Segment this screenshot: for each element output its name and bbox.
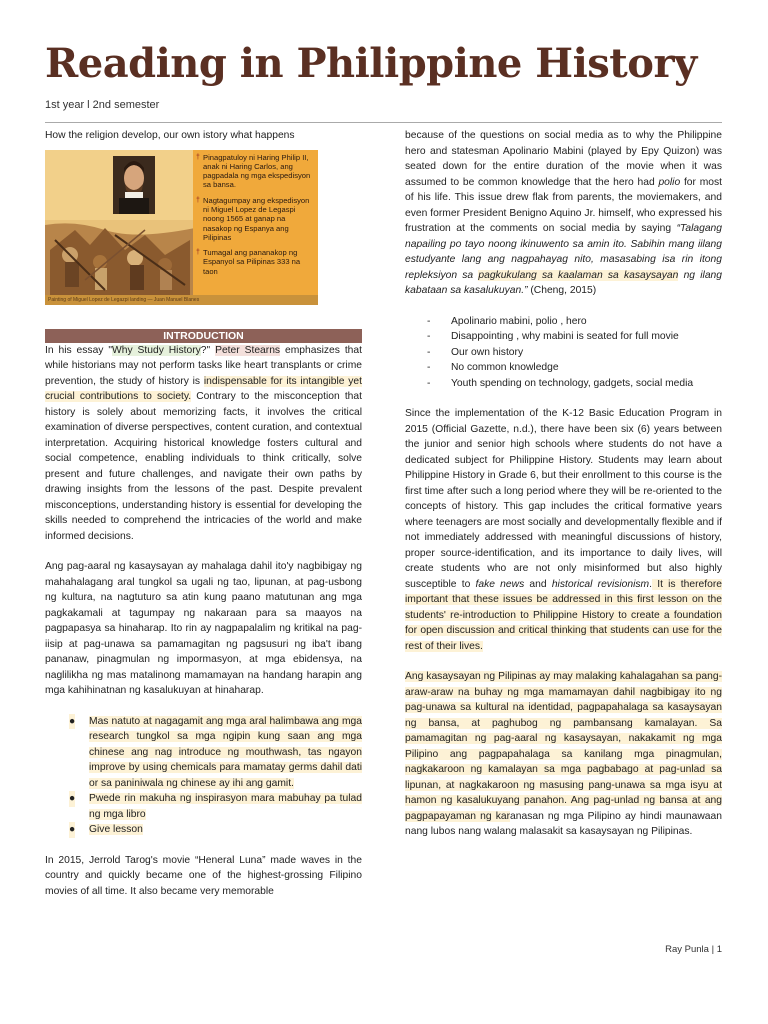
list-item: ● Pwede rin makuha ng inspirasyon mara mabuhay pa tulad ng mga libro	[69, 793, 362, 820]
dash-icon: -	[427, 346, 431, 358]
k12-paragraph: Since the implementation of the K-12 Basic Education Program in 2015 (Official Gazette, n.d.), there have been six (6) years between the junior and senior high schools where students do not have a dedicated subject for Philippine History. Students may learn about Philippine History in Grade 6, but their enrollment to this course is the first time after such a long period where they will be re-oriented to the concepts of history. This gap includes the critical formative years where teenagers are most socially and developmentally flexible and if not immediately addressed with meaningful discussions of history, proper source-identification, and its importance to daily lives, will create students who are not only misinformed but also highly susceptible to fake news and historical revisionism. It is therefore important that these issues be addressed in this first lesson on the students' re-introduction to Philippine History to create a foundation for open discussion and critical thinking that students can use for the rest of their lives.	[405, 408, 722, 652]
page-footer: Ray Punla | 1	[665, 944, 722, 955]
painting-illustration	[45, 150, 195, 305]
dagger-icon: †	[196, 153, 200, 161]
dash-icon: -	[427, 331, 431, 342]
mabini-paragraph: because of the questions on social media as to why the Philippine hero and statesman Apolinario Mabini (played by Epy Quizon) was seated down for the entire duration of the movie when it was assumed to be common knowledge that the hero had polio for most of his life. This issue drew flak from parents, the moviemakers, and even former President Benigno Aquino Jr. himself, who expressed his frustration at the comments on social media by saying “Talagang napailing po tayo noong ikinuwento sa amin ito. Sabihin mang iilang estudyante lang ang nagpahayag nito, masasabing isa rin itong repleksiyon sa pagkukulang sa kaalaman sa kasaysayan ng ilang kabataan sa kasalukuyan.” (Cheng, 2015)	[405, 130, 723, 296]
intro-paragraph: In his essay "Why Study History?" Peter Stearns emphasizes that while historians may not perform tasks like heart transplants or crime prevention, the study of history is indispensable for its intangible yet crucial contributions to society. Contrary to the misconception that history is solely about memorizing facts, it involves the critical examination of diverse perspectives, content curation, and contextual interpretation. Acquiring historical knowledge fosters cultural and social competence, enabling individuals to think critically, solve present and future challenges, and navigate their own paths by drawing insights from the lessons of the past. Despite prevalent misconceptions, understanding history is essential for developing the skills needed to comprehend the intricacies of the world and make informed decisions.	[45, 344, 363, 542]
section-heading-introduction: INTRODUCTION	[45, 329, 362, 343]
page-subtitle: 1st year l 2nd semester	[45, 99, 160, 111]
bullet-icon: ●	[69, 714, 75, 730]
figure-note: † Pinagpatuloy ni Haring Philip II, anak ni Haring Carlos, ang pagpadala ng mga ekspedisyon sa bansa.	[196, 152, 311, 190]
dagger-icon: †	[196, 249, 200, 257]
figure-note: † Nagtagumpay ang ekspedisyon ni Miguel Lopez de Legaspi noong 1565 at ganap na nasakop ng Espanya ang Pilipinas	[196, 195, 310, 242]
page-title: Reading in Philippine History	[45, 40, 697, 87]
tagalog-paragraph: Ang pag-aaral ng kasaysayan ay mahalaga dahil ito'y nagbibigay ng mahahalagang aral tungkol sa ugali ng tao, lipunan, at pag-usbong ng kultura, na nagtuturo sa atin kung paano matutunan ang mga pagkakamali at tagumpay ng nakaraan para sa maayos na pagpapasya sa hinaharap. Ito rin ay nagpapalalim ng kritikal na pag-iisip at pag-unawa sa pamamagitan ng pagsusuri ng iba't ibang pananaw, pinagmulan ng impormasyon, at mga ebidensya, na naglilikha ng mas matalinong mamamayan na handang harapin ang mga kahihinatnan ng kasalukuyan at hinaharap.	[45, 561, 362, 696]
list-item: - Disappointing , why mabini is seated for full movie	[405, 329, 722, 345]
right-column	[405, 128, 722, 855]
list-item: - Youth spending on technology, gadgets, social media	[405, 376, 722, 392]
bullet-icon: ●	[69, 791, 75, 807]
list-item: ● Give lesson	[69, 822, 362, 838]
dagger-icon: †	[196, 196, 200, 204]
lead-text: How the religion develop, our own istory what happens	[45, 130, 295, 141]
history-figure	[45, 150, 318, 305]
figure-caption: Painting of Miguel Lopez de Legazpi landing — Juan Manuel Blanes	[45, 295, 318, 305]
summary-list	[405, 314, 722, 392]
figure-notes	[193, 150, 318, 305]
dash-icon: -	[427, 315, 431, 327]
dash-icon: -	[427, 377, 431, 389]
list-item: - No common knowledge	[405, 360, 722, 376]
figure-note: † Tumagal ang pananakop ng Espanyol sa Pilipinas 333 na taon	[196, 248, 301, 276]
heneral-luna-paragraph: In 2015, Jerrold Tarog's movie “Heneral Luna” made waves in the country and quickly became one of the highest-grossing Filipino movies of all time. It also became very memorable	[45, 854, 362, 897]
dash-icon: -	[427, 362, 431, 373]
painting-image	[45, 150, 195, 305]
list-item: - Apolinario mabini, polio , hero	[405, 314, 722, 330]
bullet-icon: ●	[69, 822, 75, 838]
left-column	[45, 128, 362, 914]
list-item: - Our own history	[405, 345, 722, 361]
kasaysayan-paragraph: Ang kasaysayan ng Pilipinas ay may malaking kahalagahan sa pang-araw-araw na buhay ng mga mamamayan dahil nagbibigay ito ng pag-unawa sa kultural na identidad, pagpapahalaga sa kasaysayan ng bansa, at paghubog ng pambansang kamalayan. Sa pamamagitan ng pag-aaral ng kasaysayan, nakakamit ng mga Pilipino ang pagpapahalaga sa kanilang mga pinagmulan, nagkakaroon ng kamalayan sa mga pagbabago at pag-unlad sa lipunan, at nagkakaroon ng masusing pang-unawa sa mga isyu at hamon ng kasalukuyang panahon. Ang pag-unlad ng bansa at ang pagpapayaman ng karanasan ng mga Pilipino ay hindi maunawaan nang lubos nang walang malasakit sa kasaysayan ng Pilipinas.	[405, 671, 722, 837]
header-divider	[45, 122, 722, 123]
notes-list	[45, 714, 362, 838]
list-item: ● Mas natuto at nagagamit ang mga aral halimbawa ang mga research tungkol sa mga ngipin kung saan ang mga chinese ang nag introduce ng mouthwash, tas ngayon improve by using chemicals para mamatay germs dahil dati or sa paniniwala ng chinese ay ihi ang gamit.	[69, 715, 362, 789]
